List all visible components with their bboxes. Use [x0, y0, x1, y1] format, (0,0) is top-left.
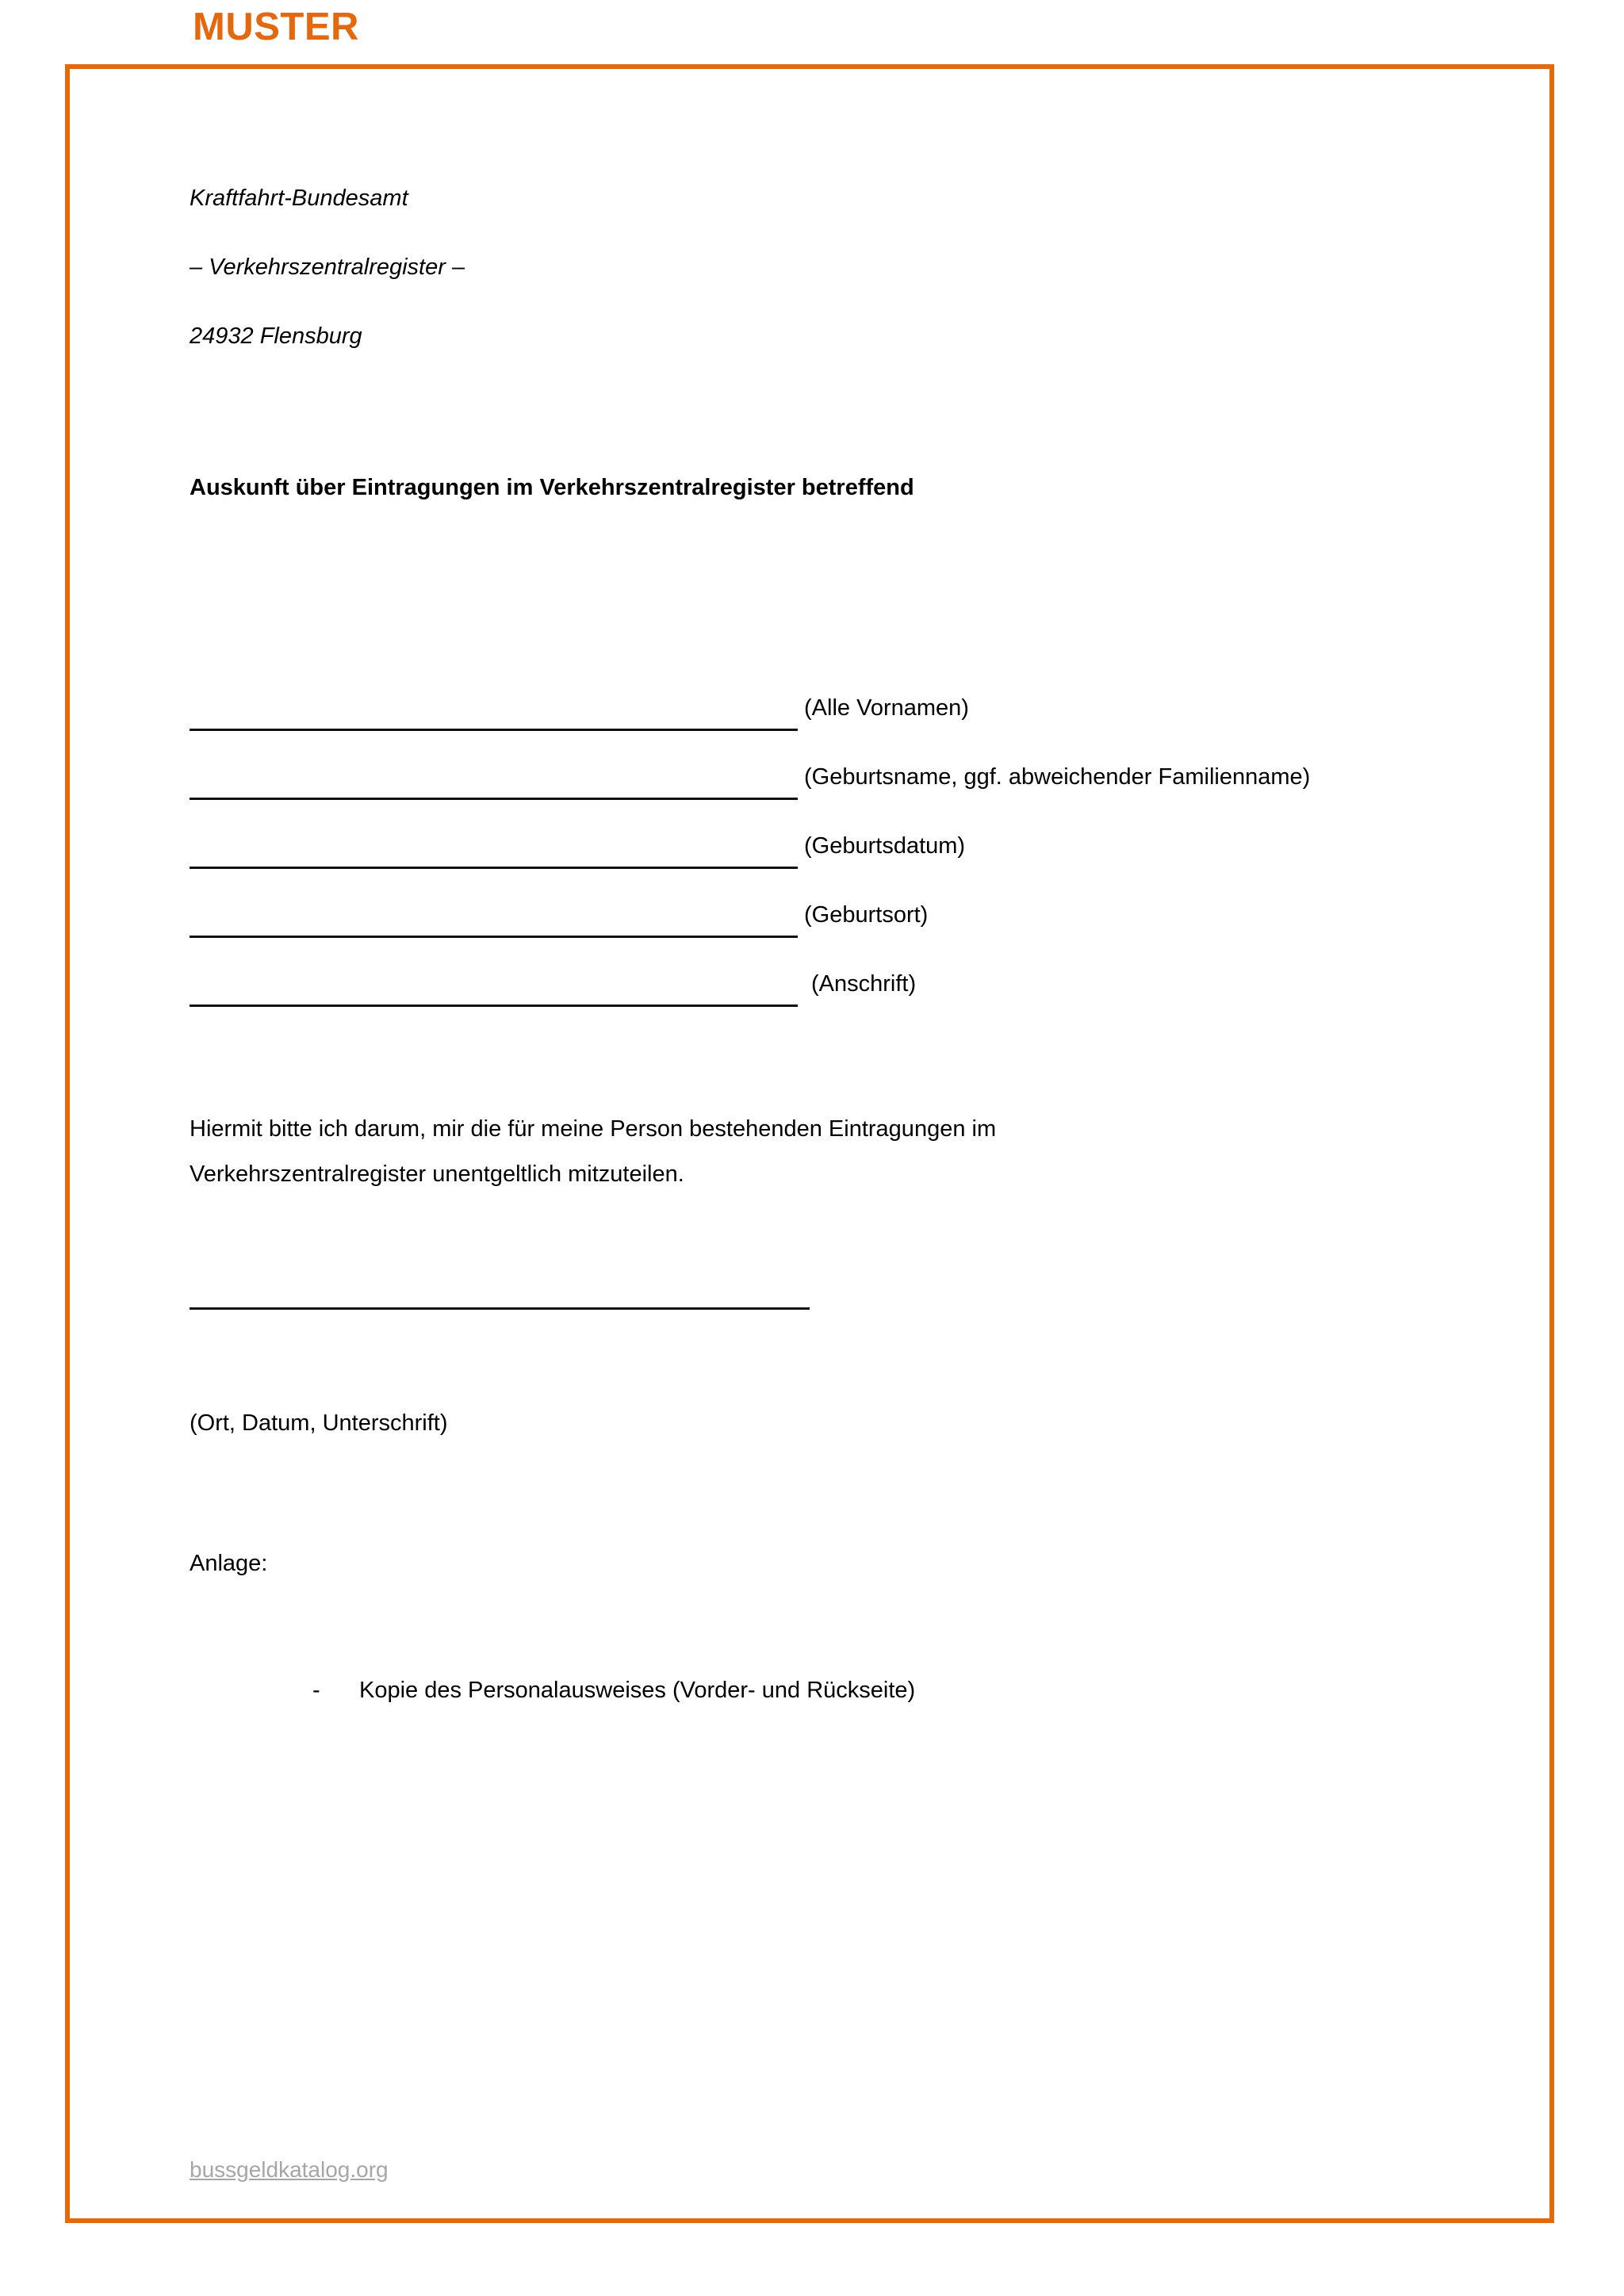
recipient-line-register: – Verkehrszentralregister – [190, 254, 465, 280]
field-rule-vornamen[interactable] [190, 729, 798, 731]
recipient-line-city: 24932 Flensburg [190, 323, 362, 349]
bullet-marker-icon: - [312, 1678, 320, 1703]
field-row-geburtsname [190, 758, 1538, 827]
field-row-vornamen [190, 689, 1538, 758]
field-label-geburtsname: (Geburtsname, ggf. abweichender Familienname) [804, 764, 1311, 790]
field-rule-anschrift[interactable] [190, 1004, 798, 1007]
signature-rule[interactable] [190, 1307, 810, 1310]
footer-source-link[interactable]: bussgeldkatalog.org [190, 2157, 389, 2182]
recipient-line-authority: Kraftfahrt-Bundesamt [190, 186, 408, 211]
document-body [70, 69, 1559, 2228]
recipient-address-block [190, 187, 1141, 394]
attachments-heading: Anlage: [190, 1551, 268, 1576]
personal-details-fields [190, 689, 1538, 1034]
subject-line: Auskunft über Eintragungen im Verkehrszentralregister betreffend [190, 475, 914, 500]
request-paragraph: Hiermit bitte ich darum, mir die für meine Person bestehenden Eintragungen im Verkehrszentralregister unentgeltlich mitzuteilen. [190, 1116, 997, 1187]
page-frame [65, 64, 1554, 2223]
field-label-vornamen: (Alle Vornamen) [804, 695, 969, 721]
muster-watermark-heading: MUSTER [193, 6, 359, 48]
field-rule-geburtsname[interactable] [190, 798, 798, 800]
field-label-geburtsdatum: (Geburtsdatum) [804, 833, 966, 859]
field-rule-geburtsdatum[interactable] [190, 867, 798, 869]
attachment-item-label: Kopie des Personalausweises (Vorder- und Rückseite) [359, 1678, 916, 1703]
signature-label: (Ort, Datum, Unterschrift) [190, 1410, 448, 1436]
field-row-geburtsort [190, 896, 1538, 965]
field-row-geburtsdatum [190, 827, 1538, 896]
list-item [190, 1674, 1220, 1706]
field-label-anschrift: (Anschrift) [811, 971, 917, 997]
field-row-anschrift [190, 965, 1538, 1034]
attachments-list [190, 1674, 1220, 1706]
field-rule-geburtsort[interactable] [190, 936, 798, 938]
field-label-geburtsort: (Geburtsort) [804, 902, 929, 928]
